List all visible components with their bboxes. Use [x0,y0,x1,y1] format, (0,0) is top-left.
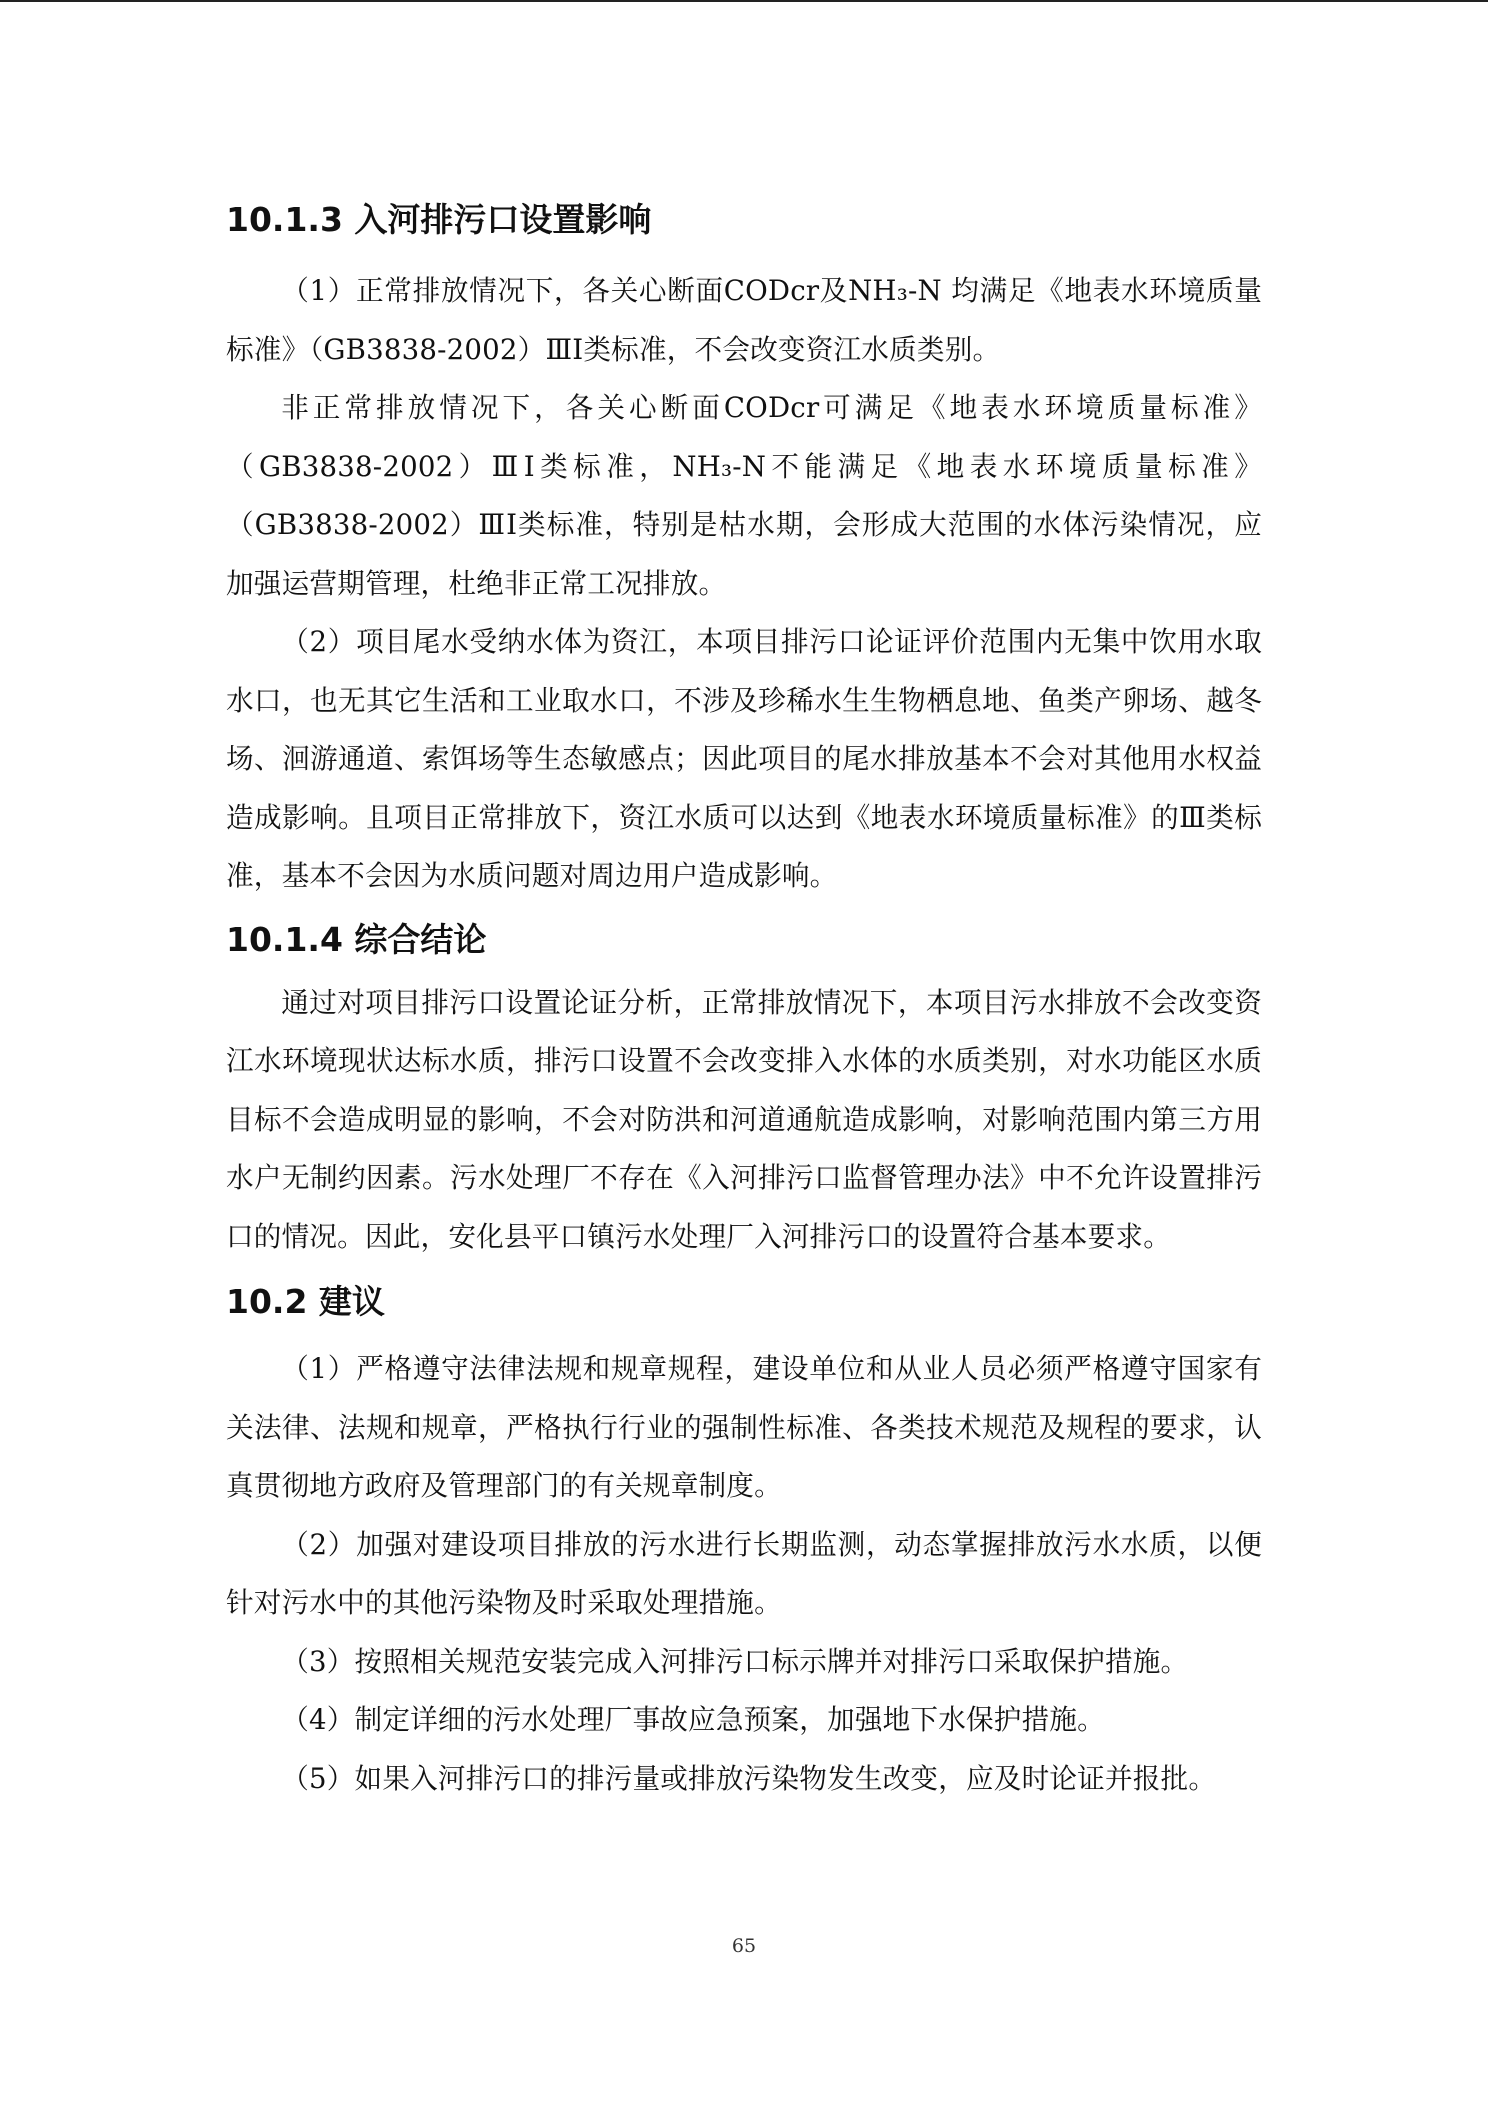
page-number: 65 [731,1935,757,1957]
suggestion-item-1: （1）严格遵守法律法规和规章规程，建设单位和从业人员必须严格遵守国家有关法律、法规和规章，严格执行行业的强制性标准、各类技术规范及规程的要求，认真贯彻地方政府及管理部门的有关规章制度。 [226,1352,1262,1502]
paragraph-conclusion: 通过对项目排污口设置论证分析，正常排放情况下，本项目污水排放不会改变资江水环境现状达标水质，排污口设置不会改变排入水体的水质类别，对水功能区水质目标不会造成明显的影响，不会对防洪和河道通航造成影响，对影响范围内第三方用水户无制约因素。污水处理厂不存在《入河排污口监督管理办法》中不允许设置排污口的情况。因此，安化县平口镇污水处理厂入河排污口的设置符合基本要求。 [226,985,1262,1253]
paragraph-normal-discharge: （1）正常排放情况下，各关心断面CODcr及NH₃-N 均满足《地表水环境质量标准》（GB3838-2002）ⅢI类标准，不会改变资江水质类别。 [226,274,1262,366]
paragraph-receiving-water: （2）项目尾水受纳水体为资江，本项目排污口论证评价范围内无集中饮用水取水口，也无其它生活和工业取水口，不涉及珍稀水生生物栖息地、鱼类产卵场、越冬场、洄游通道、索饵场等生态敏感点；因此项目的尾水排放基本不会对其他用水权益造成影响。且项目正常排放下，资江水质可以达到《地表水环境质量标准》的Ⅲ类标准，基本不会因为水质问题对周边用户造成影响。 [226,625,1262,892]
suggestion-item-2: （2）加强对建设项目排放的污水进行长期监测，动态掌握排放污水水质，以便针对污水中的其他污染物及时采取处理措施。 [226,1527,1262,1619]
top-border-line [0,0,1488,2]
paragraph-abnormal-discharge: 非正常排放情况下，各关心断面CODcr可满足《地表水环境质量标准》（GB3838-2002）ⅢI类标准，NH₃-N不能满足《地表水环境质量标准》（GB3838-2002）ⅢI类标准，特别是枯水期，会形成大范围的水体污染情况，应加强运营期管理，杜绝非正常工况排放。 [226,391,1262,600]
suggestion-item-4: （4）制定详细的污水处理厂事故应急预案，加强地下水保护措施。 [281,1703,1105,1736]
suggestion-item-5: （5）如果入河排污口的排污量或排放污染物发生改变，应及时论证并报批。 [281,1761,1217,1795]
section-heading-10-2: 10.2 建议 [226,1282,385,1321]
section-heading-10-1-3: 10.1.3 入河排污口设置影响 [226,200,652,239]
page-body [226,190,1262,1808]
suggestion-item-3: （3）按照相关规范安装完成入河排污口标示牌并对排污口采取保护措施。 [281,1644,1189,1678]
section-heading-10-1-4: 10.1.4 综合结论 [226,919,487,959]
